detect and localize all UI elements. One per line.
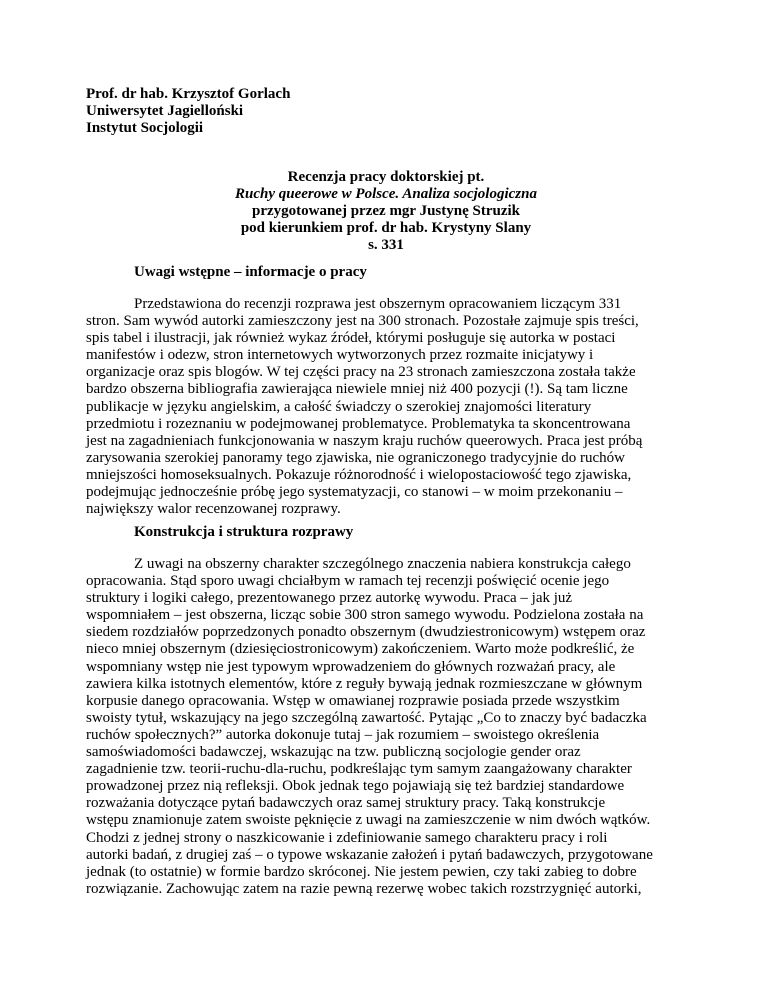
- paragraph-line: podejmując jednocześnie próbę jego systematyzacji, co stanowi – w moim przekonaniu –: [86, 484, 623, 501]
- review-title: [86, 169, 686, 254]
- author-institute: Instytut Socjologii: [86, 120, 204, 136]
- paragraph-line: bardzo obszerna bibliografia zawierająca niewiele mniej niż 400 pozycji (!). Są tam liczne: [86, 381, 628, 398]
- paragraph-line: struktury i logiki całego, prezentowanego przez autorkę wywodu. Praca – jak już: [86, 590, 573, 607]
- paragraph-line: ruchów społecznych?” autorka dokonuje tutaj – jak rozumiem – swoistego określenia: [86, 726, 600, 743]
- paragraph-line: manifestów i odezw, stron internetowych wytworzonych przez rozmaite inicjatywy i: [86, 347, 594, 364]
- paragraph-line: zarysowania szerokiej panoramy tego zjawiska, nie ograniczonego tradycyjnie do ruchów: [86, 449, 625, 466]
- paragraph-line: wspomniałem – jest obszerna, licząc sobie 300 stron samego wywodu. Podzielona została na: [86, 607, 644, 624]
- paragraph-line: rozwiązanie. Zachowując zatem na razie pewną rezerwę wobec takich rozstrzygnięć autorki,: [86, 880, 642, 897]
- paragraph-line: jednak (to ostatnie) w formie bardzo skróconej. Nie jestem pewien, czy taki zabieg to dobre: [86, 863, 637, 880]
- thesis-title: Ruchy queerowe w Polsce. Analiza socjologiczna: [235, 186, 537, 202]
- paragraph-line: największy walor recenzowanej rozprawy.: [86, 501, 341, 518]
- title-line-4: pod kierunkiem prof. dr hab. Krystyny Slany: [240, 220, 532, 236]
- section-heading-intro: Uwagi wstępne – informacje o pracy: [134, 264, 367, 280]
- paragraph-line: przedmiotu i rozeznaniu w podejmowanej problematyce. Problematyka ta skoncentrowana: [86, 415, 631, 432]
- paragraph-line: swoisty tytuł, wskazujący na jego szczególną zawartość. Pytając „Co to znaczy być badaczka: [86, 709, 647, 726]
- paragraph-line: zawiera kilka istotnych elementów, które z reguły bywają jednak rozmieszczane w głównym: [86, 675, 643, 692]
- paragraph-structure: [86, 556, 686, 898]
- paragraph-line: Chodzi z jednej strony o naszkicowanie i zdefiniowanie samego charakteru pracy i roli: [86, 829, 608, 846]
- title-line-1: Recenzja pracy doktorskiej pt.: [287, 169, 485, 185]
- paragraph-line: korpusie danego opracowania. Wstęp w omawianej rozprawie posiada przede wszystkim: [86, 692, 620, 709]
- author-name: Prof. dr hab. Krzysztof Gorlach: [86, 86, 291, 102]
- paragraph-line: mniejszości homoseksualnych. Pokazuje różnorodność i wielopostaciowość tego zjawiska,: [86, 466, 632, 483]
- paragraph-line: autorki badań, z drugiej zaś – o typowe wskazanie założeń i pytań badawczych, przygotowane: [86, 846, 653, 863]
- paragraph-intro: [86, 296, 686, 518]
- paragraph-line: wspomniany wstęp nie jest typowym wprowadzeniem do głównych rozważań pracy, ale: [86, 658, 616, 675]
- author-block: [86, 86, 290, 137]
- paragraph-line: siedem rozdziałów poprzedzonych ponadto obszernym (dwudziestronicowym) wstępem oraz: [86, 624, 646, 641]
- paragraph-line: prowadzonej przez nią refleksji. Obok jednak tego pojawiają się też bardziej standardowe: [86, 778, 625, 795]
- paragraph-line: zagadnienie tzw. teorii-ruchu-dla-ruchu, podkreślając tym samym zaangażowany charakter: [86, 761, 632, 778]
- paragraph-line: Przedstawiona do recenzji rozprawa jest obszernym opracowaniem liczącym 331: [134, 296, 622, 312]
- paragraph-line: nieco mniej obszernym (dziesięciostronicowym) zakończeniem. Warto może podkreślić, że: [86, 641, 635, 658]
- paragraph-line: spis tabel i ilustracji, jak również wykaz źródeł, którymi posługuje się autorka w postaci: [86, 330, 616, 347]
- paragraph-line: samoświadomości badawczej, wskazując na tzw. publiczną socjologie gender oraz: [86, 744, 581, 761]
- author-university: Uniwersytet Jagielloński: [86, 103, 244, 119]
- paragraph-line: jest na zagadnieniach funkcjonowania w naszym kraju ruchów queerowych. Praca jest próbą: [86, 432, 643, 449]
- paragraph-line: publikacje w języku angielskim, a całość świadczy o szerokiej znajomości literatury: [86, 398, 592, 415]
- paragraph-line: opracowania. Stąd sporo uwagi chciałbym w ramach tej recenzji poświęcić ocenie jego: [86, 573, 610, 590]
- paragraph-line: rozważania dotyczące pytań badawczych oraz samej struktury pracy. Taką konstrukcje: [86, 795, 606, 812]
- paragraph-line: wstępu znamionuje zatem swoiste pęknięcie z uwagi na zamieszczenie w nim dwóch wątków.: [86, 812, 651, 829]
- title-pages: s. 331: [368, 237, 404, 253]
- title-line-3: przygotowanej przez mgr Justynę Struzik: [251, 203, 520, 219]
- paragraph-line: stron. Sam wywód autorki zamieszczony jest na 300 stronach. Pozostałe zajmuje spis treści,: [86, 313, 639, 330]
- section-heading-structure: Konstrukcja i struktura rozprawy: [134, 524, 354, 540]
- paragraph-line: organizacje oraz spis blogów. W tej części pracy na 23 stronach zamieszczona została także: [86, 364, 636, 381]
- paragraph-line: Z uwagi na obszerny charakter szczególnego znaczenia nabiera konstrukcja całego: [134, 556, 631, 572]
